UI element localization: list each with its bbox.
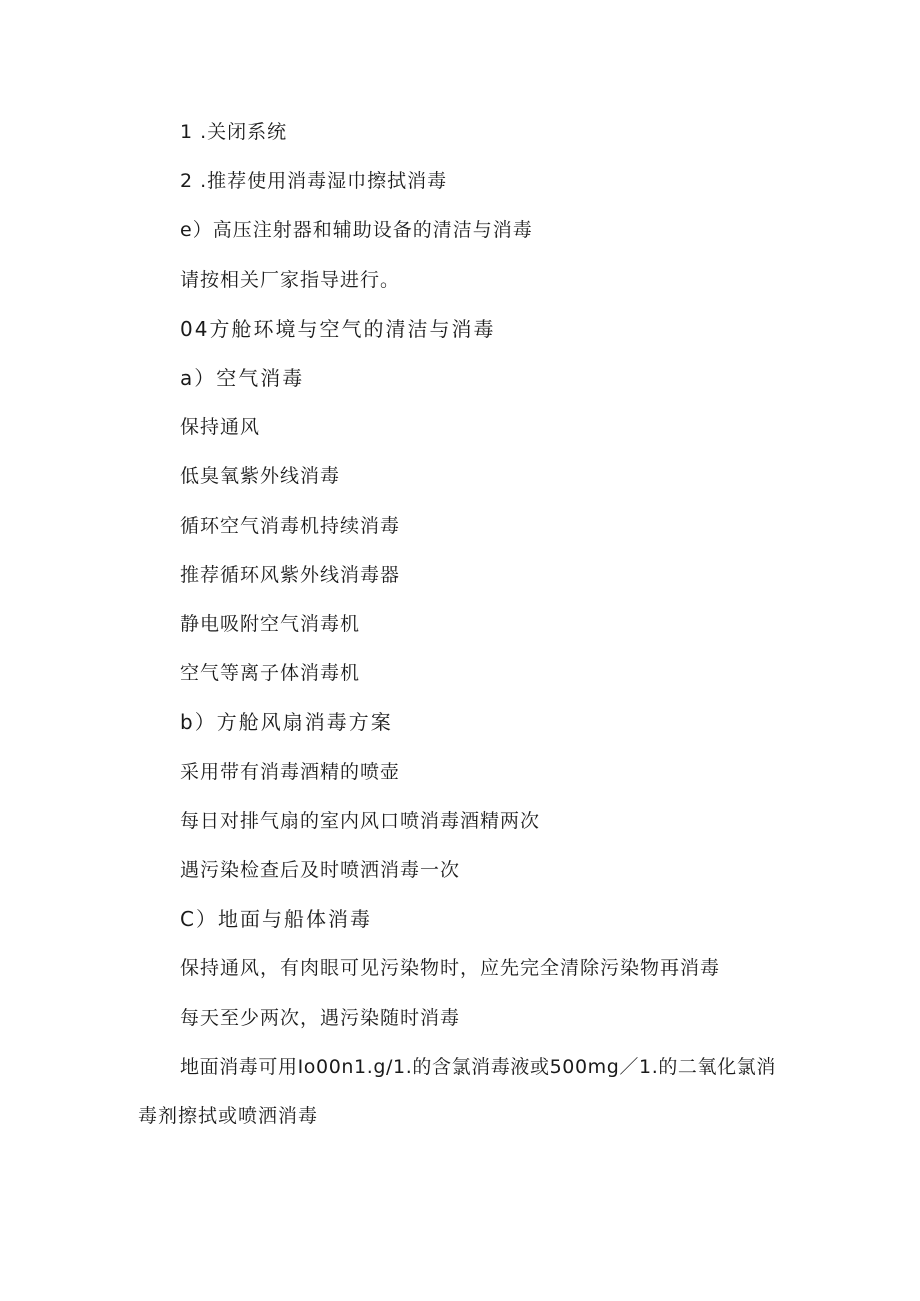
paragraph-floor-solution: 地面消毒可用Io00n1.g/1.的含氯消毒液或500mg／1.的二氧化氯消 xyxy=(180,1056,776,1078)
list-item: 静电吸附空气消毒机 xyxy=(180,613,361,635)
section-heading-environment: 04方舱环境与空气的清洁与消毒 xyxy=(180,317,496,341)
list-item: 采用带有消毒酒精的喷壶 xyxy=(180,761,401,783)
list-item: 保持通风，有肉眼可见污染物时，应先完全清除污染物再消毒 xyxy=(180,957,721,979)
subheading-air-disinfection: a）空气消毒 xyxy=(180,366,305,390)
list-item: 保持通风 xyxy=(180,416,261,438)
step-close-system: 1 .关闭系统 xyxy=(180,121,288,143)
list-item: 空气等离子体消毒机 xyxy=(180,662,361,684)
list-item: 低臭氧紫外线消毒 xyxy=(180,465,341,487)
list-item: 循环空气消毒机持续消毒 xyxy=(180,515,401,537)
subheading-floor-disinfection: C）地面与船体消毒 xyxy=(180,907,372,931)
list-item: 推荐循环风紫外线消毒器 xyxy=(180,564,401,586)
list-item: 每日对排气扇的室内风口喷消毒酒精两次 xyxy=(180,810,541,832)
manufacturer-guidance: 请按相关厂家指导进行。 xyxy=(180,269,401,291)
paragraph-floor-solution-cont: 毒剂擦拭或喷洒消毒 xyxy=(138,1105,319,1127)
step-wipe-disinfect: 2 .推荐使用消毒湿巾擦拭消毒 xyxy=(180,170,448,192)
section-injector-cleaning: e）高压注射器和辅助设备的清洁与消毒 xyxy=(180,219,533,241)
list-item: 每天至少两次，遇污染随时消毒 xyxy=(180,1007,461,1029)
subheading-fan-disinfection: b）方舱风扇消毒方案 xyxy=(180,710,393,734)
list-item: 遇污染检查后及时喷洒消毒一次 xyxy=(180,859,461,881)
